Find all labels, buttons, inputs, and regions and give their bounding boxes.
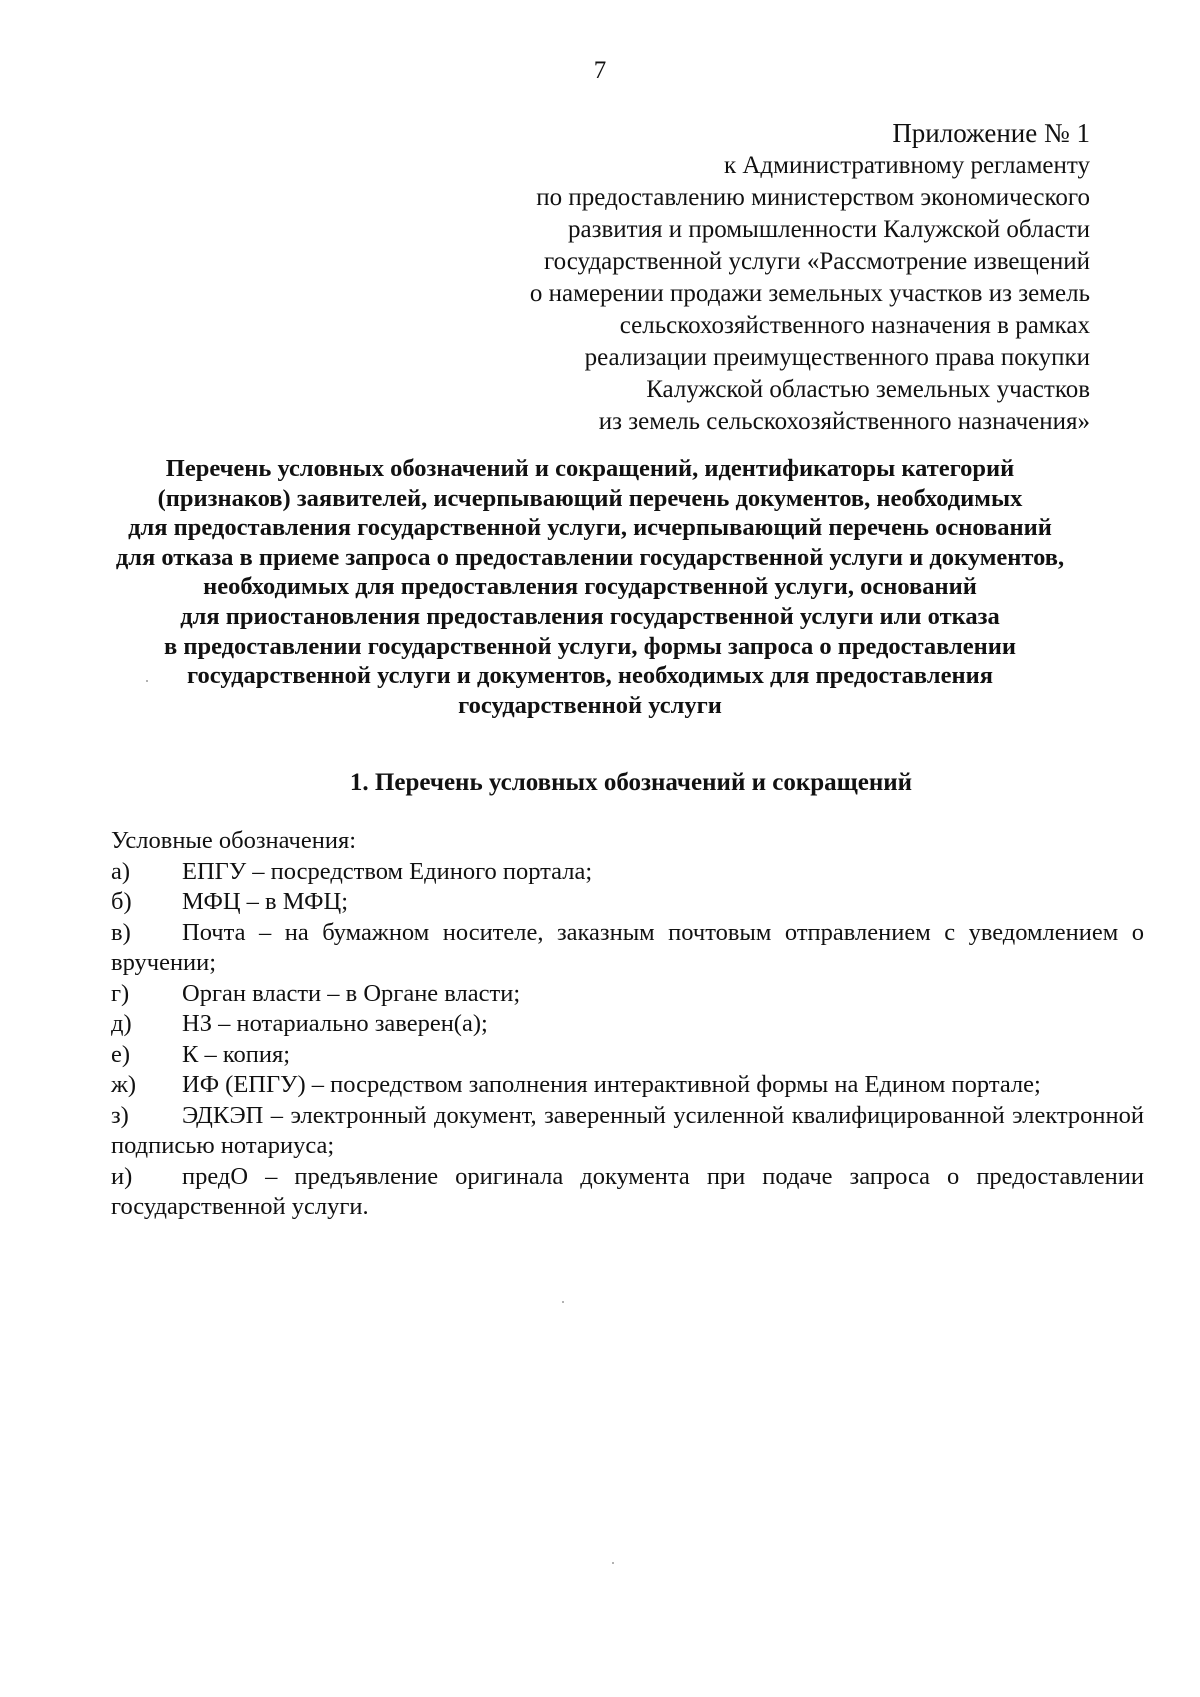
- appendix-line: о намерении продажи земельных участков из земель: [529, 280, 1090, 307]
- scan-speck: [612, 1562, 614, 1564]
- list-item: [111, 887, 1144, 918]
- appendix-line: к Административному регламенту: [723, 152, 1090, 179]
- list-item-text: Орган власти – в Органе власти;: [182, 979, 521, 1007]
- list-marker: б): [111, 888, 132, 915]
- list-item-text: МФЦ – в МФЦ;: [182, 888, 349, 915]
- appendix-line: Калужской областью земельных участков: [646, 376, 1090, 403]
- list-marker: и): [111, 1162, 133, 1190]
- list-item-text: ЕПГУ – посредством Единого портала;: [182, 857, 593, 885]
- title-line: для приостановления предоставления государственной услуги или отказа: [180, 602, 1000, 630]
- list-item-text: Почта – на бумажном носителе, заказным почтовым отправлением с уведомлением о вручении;: [111, 918, 1144, 976]
- section-heading: 1. Перечень условных обозначений и сокращений: [349, 769, 913, 796]
- list-marker: д): [111, 1010, 132, 1037]
- title-line: Перечень условных обозначений и сокращений, идентификаторы категорий: [165, 455, 1015, 482]
- list-item: [111, 1162, 1144, 1223]
- title-line: государственной услуги: [458, 691, 722, 719]
- list-marker: ж): [111, 1071, 137, 1098]
- appendix-line: развития и промышленности Калужской области: [567, 216, 1090, 243]
- title-line: для предоставления государственной услуги, исчерпывающий перечень оснований: [128, 514, 1052, 542]
- list-item-text: ЭДКЭП – электронный документ, заверенный усиленной квалифицированной электронной подписью нотариуса;: [111, 1101, 1144, 1159]
- list-item-text: предО – предъявление оригинала документа при подаче запроса о предоставлении государственной услуги.: [111, 1162, 1144, 1220]
- appendix-title: Приложение № 1: [892, 118, 1090, 148]
- list-item: [111, 979, 1144, 1010]
- list-item: [111, 1101, 1144, 1162]
- list-marker: в): [111, 918, 131, 946]
- list-marker: а): [111, 857, 131, 885]
- scan-speck: [562, 1301, 564, 1303]
- page-number: 7: [593, 57, 607, 84]
- list-item: [111, 918, 1144, 979]
- legend-list: [111, 826, 1144, 1223]
- list-item-text: К – копия;: [182, 1040, 291, 1068]
- title-line: для отказа в приеме запроса о предоставлении государственной услуги и документов,: [115, 543, 1065, 571]
- list-item: [111, 1040, 1144, 1071]
- list-item: [111, 1009, 1144, 1040]
- scan-speck: [146, 680, 148, 682]
- appendix-line: из земель сельскохозяйственного назначения»: [598, 408, 1090, 435]
- appendix-line: государственной услуги «Рассмотрение извещений: [544, 248, 1090, 275]
- list-item: [111, 1070, 1144, 1101]
- title-line: в предоставлении государственной услуги, формы запроса о предоставлении: [164, 632, 1016, 660]
- list-marker: е): [111, 1040, 131, 1068]
- appendix-line: реализации преимущественного права покупки: [584, 344, 1090, 371]
- list-marker: г): [111, 979, 130, 1007]
- document-title: [90, 454, 1090, 720]
- title-line: государственной услуги и документов, необходимых для предоставления: [187, 662, 993, 690]
- legend-intro: Условные обозначения:: [111, 827, 357, 854]
- appendix-header: [370, 116, 1090, 438]
- appendix-line: по предоставлению министерством экономического: [536, 184, 1090, 211]
- title-line: (признаков) заявителей, исчерпывающий перечень документов, необходимых: [157, 484, 1023, 512]
- list-item-text: НЗ – нотариально заверен(а);: [182, 1010, 488, 1037]
- title-line: необходимых для предоставления государственной услуги, оснований: [203, 573, 977, 601]
- appendix-line: сельскохозяйственного назначения в рамках: [619, 312, 1090, 339]
- list-item-text: ИФ (ЕПГУ) – посредством заполнения интерактивной формы на Едином портале;: [182, 1071, 1041, 1098]
- list-marker: з): [111, 1101, 129, 1129]
- list-item: [111, 857, 1144, 888]
